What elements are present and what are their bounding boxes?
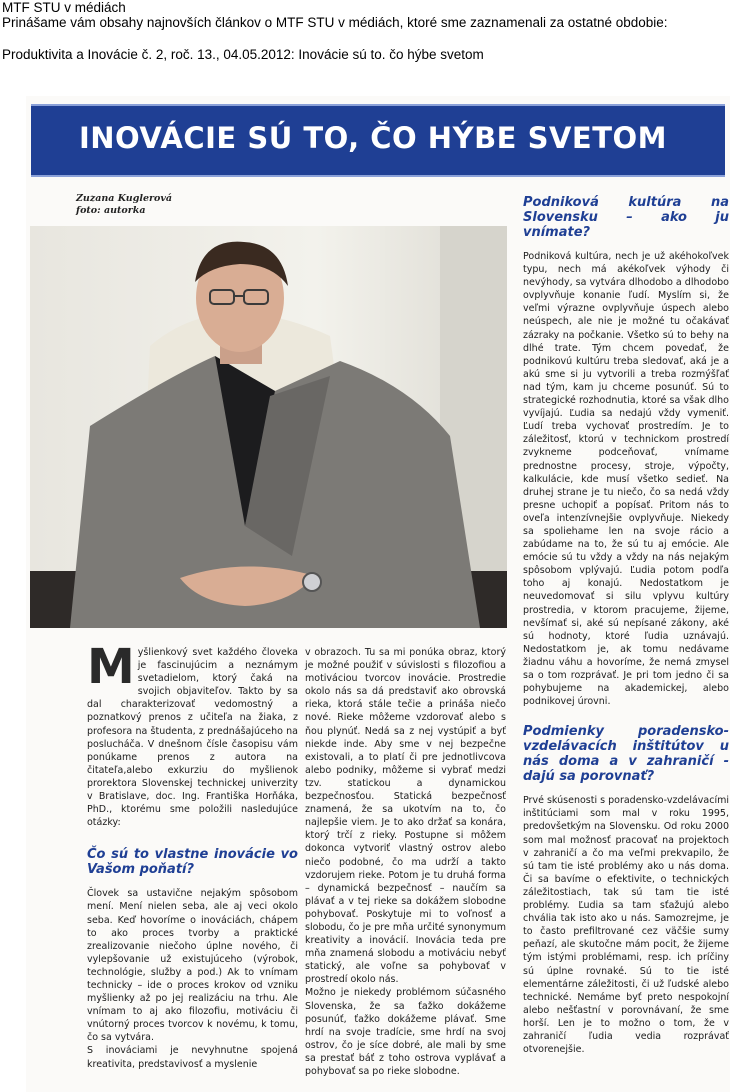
intro-paragraph: yšlienkový svet každého človeka je fascinujúcim a neznámym svetadielom, ktorý čaká na svojich objaviteľov. Takto by sa dal charakterizovať vedomostný a poznatkový prenos z učiteľa na žiaka, z profesora na študenta, z prednášajúceho na poslucháča. V dnešnom čísle časopisu vám ponúkame prenos z autora na čitateľa,alebo exkurziu do myšlienok prorektora Slovenskej technickej univerzity v Bratislave, doc. Ing. Františka Horňáka, PhD., ktorému sme položili nasledujúce otázky: [87, 647, 298, 829]
drop-cap: M [87, 639, 135, 695]
answer-1-paragraph-2: S inováciami je nevyhnutne spojená kreativita, predstavivosť a myslenie [87, 1045, 298, 1070]
question-2-heading: Podniková kultúra na Slovensku – ako ju vnímate? [523, 195, 729, 240]
question-1-heading: Čo sú to vlastne inovácie vo Vašom poňatí? [87, 847, 298, 878]
question-3-heading: Podmienky poradensko-vzdelávacích inštitútov u nás doma a v zahraničí - dajú sa porovnať? [523, 724, 729, 785]
author: Zuzana Kuglerová [76, 193, 173, 204]
column-right [523, 195, 729, 1056]
photo-credit: foto: autorka [76, 205, 146, 216]
header-intro: Prinášame vám obsahy najnovších článkov o MTF STU v médiách, ktoré sme zaznamenali za ostatné obdobie: [2, 15, 668, 30]
title-banner [31, 104, 725, 177]
answer-1-paragraph-1: Človek sa ustavične nejakým spôsobom mení. Mení nielen seba, ale aj veci okolo seba. Keď hovoríme o inováciách, chápem to ako proces tvorby a praktické zrealizovanie niečoho úplne nového, či vylepšovanie už existujúceho (výrobok, technológie, služby a pod.) Ak to vnímam technicky – ide o proces krokov od vzniku myšlienky až po jej realizáciu na trhu. Ale vnímam to aj ako filozofiu, motiváciu či vnútorný proces tvorcov k novému, k tomu, čo sa vytvára. [87, 888, 298, 1044]
middle-paragraph-2: Možno je niekedy problémom súčasného Slovenska, že sa ťažko dokážeme posunúť, ťažko dokážeme plávať. Sme hrdí na svoje tradície, sme hrdí na svoj ostrov, čo je síce dobré, ale mali by sme sa prestať báť z toho ostrova vyplávať a pohybovať sa po rieke slobodne. [305, 987, 506, 1077]
column-left [87, 639, 298, 1071]
article-title: INOVÁCIE SÚ TO, ČO HÝBE SVETOM [79, 121, 668, 155]
answer-3-paragraph: Prvé skúsenosti s poradensko-vzdelávacími inštitúciami som mal v roku 1995, predovšetkým na Slovensku. Od roku 2000 som mal možnosť pracovať na projektoch v zahraničí a čo ma veľmi prekvapilo, že sú tam tie isté problémy ako u nás doma. Či sa bavíme o efektivite, o technických záležitostiach, tak sú tam tie isté problémy. Ľudia sa tam sťažujú alebo chvália tak isto ako u nás. Samozrejme, je to často prefiltrované cez väčšie sumy peňazí, ale skutočne mám pocit, že žijeme tým istými problémami, resp. ich príčiny sú úplne rovnaké. Sú to tie isté elementárne záležitosti, či už ľudské alebo technické. Nemáme byť preto nespokojní alebo nešťastní v porovnávaní, že sme horší. Len je to možno o tom, že v zahraničí ľudia vedia rozprávať otvorenejšie. [523, 795, 729, 1056]
column-middle [305, 646, 506, 1078]
answer-2-paragraph: Podniková kultúra, nech je už akéhokoľvek typu, nech má akékoľvek výhody či nevýhody, sa vytvára dlhodobo a dlhodobo ovplyvňuje konanie ľudí. Myslím si, že veľmi výrazne ovplyvňuje úspech alebo neúspech, ale nie je možné tu očakávať zázraky na počkanie. Všetko sú to behy na dlhé trate. Tým chcem povedať, že podnikovú kultúru treba sledovať, aká je a akú sme si ju vytvorili a treba rozmýšľať nad tým, kam ju chceme posunúť. Sú to strategické rozhodnutia, ktoré sa však dlho vyvíjajú. Ľudia sa nedajú vždy vymeniť. Ľudí treba vychovať prostredím. Je to záležitosť, ktorú v technickom prostredí zvykneme podceňovať, vnímame prednostne procesy, stroje, výpočty, kalkulácie, kde musí všetko sedieť. Na druhej strane je tu niečo, čo sa nedá vždy presne uchopiť a popísať. Pritom nás to oveľa intenzívnejšie ovplyvňuje. Niekedy sa spoliehame len na svoje rácio a zabúdame na to, že sú tu aj emócie. Ale emócie sú tu vždy a vždy na nás nejakým spôsobom vplývajú. Ľudia potom podľa toho aj konajú. Nedostatkom je neuvedomovať si silu vplyvu kultúry prostredia, v ktorom pracujeme, žijeme, nevšímať si, aké sú nepísané zákony, aké sú hodnoty, ktoré ľudia uznávajú. Nedostatkom je, ak tomu nedávame žiadnu váhu a hovoríme, že nemá zmysel sa o tom rozprávať. Je pri tom jedno či sa pohybujeme na akademickej, alebo podnikovej úrovni. [523, 251, 729, 708]
header-source: MTF STU v médiách [2, 0, 126, 15]
middle-paragraph-1: v obrazoch. Tu sa mi ponúka obraz, ktorý je možné použiť v súvislosti s filozofiou a motiváciou tvorcov inovácie. Prostredie okolo nás sa dá predstaviť ako obrovská rieka, ktorá stále tečie a prináša niečo nové. Rieke môžeme vzdorovať alebo s ňou plynúť. Nedá sa z nej vystúpiť a byť niekde inde. Aby sme v nej bezpečne existovali, a to platí či pre jednotlivcova alebo podniky, môžeme si vybrať medzi tzv. statickou a dynamickou bezpečnosťou. Statická bezpečnosť znamená, že sa ukotvím na to, čo najlepšie viem. Je to ako držať sa konára, ktorý trčí z rieky. Postupne si môžem dokonca vytvoriť vlastný ostrov alebo niečo podobné, čo ma udrží a takto vzdorujem rieke. Potom je tu druhá forma – dynamická bezpečnosť – naučím sa plávať a v tej rieke sa dokážem slobodne pohybovať. Poskytuje mi to voľnosť a slobodu, čo je pre mňa určité synonymum kreativity a inovácií. Inovácia teda pre mňa znamená slobodu a motiváciu nebyť statický, ale voľne sa pohybovať v prostredí okolo nás. [305, 647, 506, 986]
header-citation: Produktivita a Inovácie č. 2, roč. 13., 04.05.2012: Inovácie sú to. čo hýbe svetom [2, 47, 484, 62]
portrait-photo [30, 226, 507, 628]
byline [76, 193, 172, 217]
